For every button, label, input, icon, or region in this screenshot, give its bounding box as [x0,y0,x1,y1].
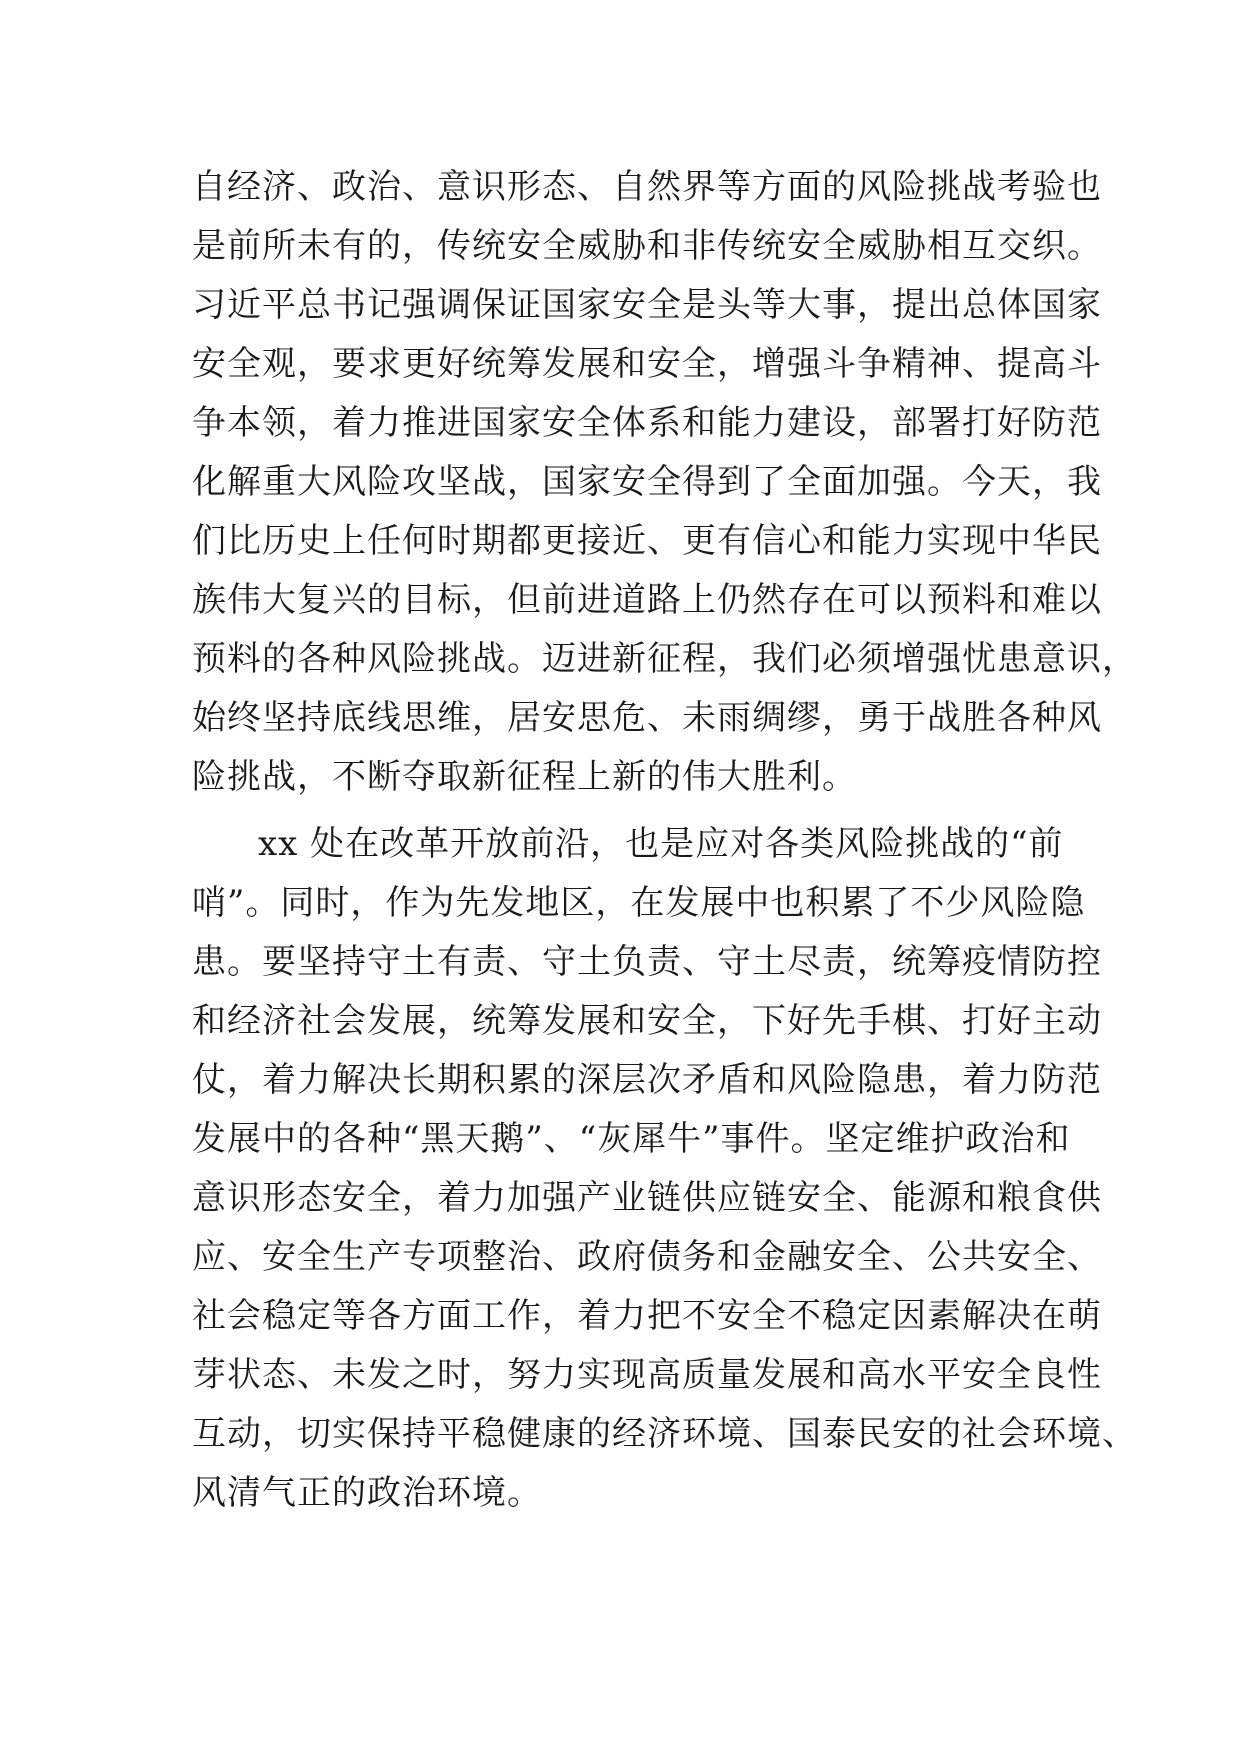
text-line: 和经济社会发展，统筹发展和安全，下好先手棋、打好主动 [192,1001,1102,1041]
text-line: 习近平总书记强调保证国家安全是头等大事，提出总体国家 [192,285,1102,325]
text-line: 自经济、政治、意识形态、自然界等方面的风险挑战考验也 [192,167,1102,207]
text-line: 们比历史上任何时期都更接近、更有信心和能力实现中华民 [192,521,1102,561]
text-line: 化解重大风险攻坚战，国家安全得到了全面加强。今天，我 [192,462,1102,502]
text-line: 风清气正的政治环境。 [192,1473,542,1513]
text-line: 险挑战，不断夺取新征程上新的伟大胜利。 [192,757,857,797]
text-line: 意识形态安全，着力加强产业链供应链安全、能源和粮食供 [192,1178,1102,1218]
paragraph-2 [192,815,1137,1523]
paragraph-spacer [192,807,1072,815]
text-line: 发展中的各种“黑天鹅”、“灰犀牛”事件。坚定维护政治和 [192,1119,1071,1159]
text-line: 患。要坚持守土有责、守土负责、守土尽责，统筹疫情防控 [192,942,1102,982]
text-line: 互动，切实保持平稳健康的经济环境、国泰民安的社会环境、 [192,1414,1137,1454]
text-line: 仗，着力解决长期积累的深层次矛盾和风险隐患，着力防范 [192,1060,1102,1100]
text-line: 安全观，要求更好统筹发展和安全，增强斗争精神、提高斗 [192,344,1102,384]
text-line: 争本领，着力推进国家安全体系和能力建设，部署打好防范 [192,403,1102,443]
text-line: 芽状态、未发之时，努力实现高质量发展和高水平安全良性 [192,1355,1102,1395]
text-line: 应、安全生产专项整治、政府债务和金融安全、公共安全、 [192,1237,1102,1277]
document-body [192,158,1137,1523]
text-line: 社会稳定等各方面工作，着力把不安全不稳定因素解决在萌 [192,1296,1102,1336]
text-line: 哨”。同时，作为先发地区，在发展中也积累了不少风险隐 [192,883,1086,923]
text-line: 是前所未有的，传统安全威胁和非传统安全威胁相互交织。 [192,226,1102,266]
text-line: 预料的各种风险挑战。迈进新征程，我们必须增强忧患意识， [192,639,1137,679]
paragraph-1 [192,158,1137,807]
text-line: xx 处在改革开放前沿，也是应对各类风险挑战的“前 [258,824,1064,864]
text-line: 族伟大复兴的目标，但前进道路上仍然存在可以预料和难以 [192,580,1102,620]
text-line: 始终坚持底线思维，居安思危、未雨绸缪，勇于战胜各种风 [192,698,1102,738]
